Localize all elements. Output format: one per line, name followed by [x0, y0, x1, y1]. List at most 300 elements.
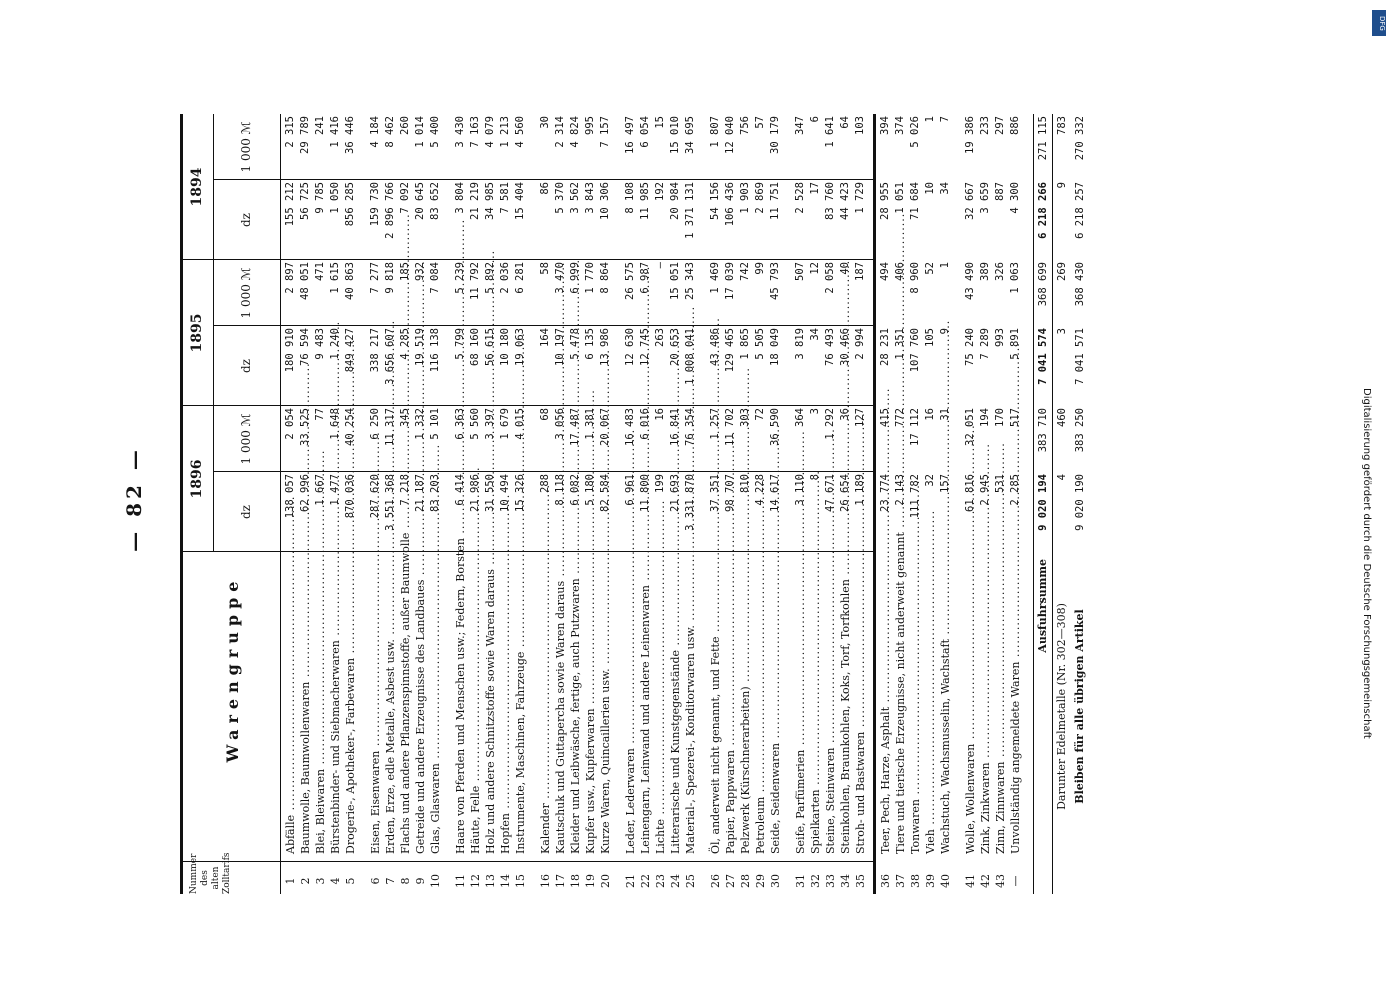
table-row [768, 114, 783, 894]
value-cell: 99 [754, 262, 766, 275]
table-row [738, 114, 753, 894]
value-cell: 1 050 [329, 182, 341, 214]
value-cell: 21 986 [469, 474, 481, 512]
value-cell: 9 483 [314, 328, 326, 360]
tariff-number: 15 [514, 874, 527, 888]
value-cell: 2 285 [1009, 474, 1021, 506]
value-cell: — [654, 262, 666, 269]
table-row [413, 114, 428, 894]
value-cell: 494 [879, 262, 891, 281]
value-cell: 107 760 [909, 328, 921, 373]
value-cell: 7 277 [369, 262, 381, 294]
value-cell: 3 470 [554, 262, 566, 294]
export-table [180, 114, 1086, 894]
goods-group-label: Öl, anderweit nicht genannt, und Fette ..... [708, 559, 723, 854]
value-cell: 531 [994, 474, 1006, 493]
tariff-number: 13 [484, 874, 497, 888]
tariff-number: 34 [839, 874, 852, 888]
total-value-cell: 368 430 [1074, 262, 1086, 307]
row-group [793, 114, 868, 894]
value-cell: 6 281 [514, 262, 526, 294]
table-row [328, 114, 343, 894]
value-cell: 16 [924, 408, 936, 421]
total-value-cell: 383 250 [1074, 408, 1086, 453]
value-cell: 507 [794, 262, 806, 281]
value-cell: 127 [854, 408, 866, 427]
tariff-number: 16 [539, 874, 552, 888]
value-cell: 7 289 [979, 328, 991, 360]
table-row [638, 114, 653, 894]
value-cell: 15 010 [669, 116, 681, 154]
value-cell: 345 [399, 408, 411, 427]
value-cell: 40 254 [344, 408, 356, 446]
value-cell: 3 331 870 [684, 474, 696, 531]
value-cell: 3 819 [794, 328, 806, 360]
row-group [453, 114, 528, 894]
value-cell: 48 051 [299, 262, 311, 300]
value-cell: 15 [654, 116, 666, 129]
goods-group-label: Petroleum ..... [753, 559, 768, 854]
value-cell: 12 040 [724, 116, 736, 154]
value-cell: 16 [654, 408, 666, 421]
tariff-number: 24 [669, 874, 682, 888]
value-cell: 21 219 [469, 182, 481, 220]
value-cell: 1 770 [584, 262, 596, 294]
goods-group-label: Holz und andere Schnitzstoffe sowie Waren daraus ..... [483, 559, 498, 854]
table-row [283, 114, 298, 894]
total-value-cell: 460 [1056, 408, 1068, 427]
goods-group-label: Getreide und andere Erzeugnisse des Landbaues ..... [413, 559, 428, 854]
total-row [1052, 114, 1071, 894]
value-cell: 157 [939, 474, 951, 493]
value-cell: 5 799 [454, 328, 466, 360]
value-cell: 2 314 [554, 116, 566, 148]
value-cell: 4 285 [399, 328, 411, 360]
value-cell: 20 984 [669, 182, 681, 220]
goods-group-label: Kalender ..... [538, 559, 553, 854]
value-cell: 56 615 [484, 328, 496, 366]
group-column-header: Warengruppe [223, 575, 242, 763]
value-cell: 10 197 [554, 328, 566, 366]
value-cell: 12 630 [624, 328, 636, 366]
goods-group-label: Erden, Erze, edle Metalle, Asbest usw. ..... [383, 559, 398, 854]
value-cell: 471 [314, 262, 326, 281]
value-cell: 19 519 [414, 328, 426, 366]
value-cell: 26 654 [839, 474, 851, 512]
value-cell: 98 707 [724, 474, 736, 512]
value-cell: 30 [539, 116, 551, 129]
value-cell: 3 056 [554, 408, 566, 440]
value-cell: 8 [809, 474, 821, 481]
value-cell: 83 760 [824, 182, 836, 220]
value-cell: 11 985 [639, 182, 651, 220]
value-cell: 1 213 [499, 116, 511, 148]
value-cell: 1 332 [414, 408, 426, 440]
value-cell: 5 505 [754, 328, 766, 360]
total-value-cell: 6 218 257 [1074, 182, 1086, 239]
value-cell: 5 400 [429, 116, 441, 148]
value-cell: 4 300 [1009, 182, 1021, 214]
value-cell: 17 [809, 182, 821, 195]
value-cell: 2 896 766 [384, 182, 396, 239]
year-header-1896: 1896 [189, 459, 205, 499]
table-row [853, 114, 868, 894]
value-cell: 194 [979, 408, 991, 427]
tariff-number: 23 [654, 874, 667, 888]
value-cell: 76 493 [824, 328, 836, 366]
value-cell: 32 [924, 474, 936, 487]
tariff-number: 40 [939, 874, 952, 888]
value-cell: 263 [654, 328, 666, 347]
tariff-number: 10 [429, 874, 442, 888]
value-cell: 43 490 [964, 262, 976, 300]
value-cell: 1 240 [329, 328, 341, 360]
value-cell: 5 239 [454, 262, 466, 294]
total-value-cell: 4 [1056, 474, 1068, 481]
value-cell: 16 841 [669, 408, 681, 446]
table-row [428, 114, 443, 894]
value-cell: 5 891 [1009, 328, 1021, 360]
goods-group-label: Drogerie-, Apotheker-, Farbewaren ..... [343, 559, 358, 854]
value-cell: 7 218 [399, 474, 411, 506]
table-row [553, 114, 568, 894]
tariff-number: 30 [769, 874, 782, 888]
tariff-number: 33 [824, 874, 837, 888]
value-cell: 415 [879, 408, 891, 427]
goods-group-label: Unvollständig angemeldete Waren ..... [1008, 559, 1023, 854]
value-cell: 1 807 [709, 116, 721, 148]
value-cell: 772 [894, 408, 906, 427]
value-cell: 19 063 [514, 328, 526, 366]
value-cell: 16 497 [624, 116, 636, 154]
value-cell: 75 240 [964, 328, 976, 366]
year-header-1895: 1895 [189, 313, 205, 353]
value-cell: 5 026 [909, 116, 921, 148]
total-value-cell: 270 332 [1074, 116, 1086, 161]
goods-group-label: Steinkohlen, Braunkohlen, Koks, Torf, Torfkohlen ..... [838, 559, 853, 854]
value-cell: 68 [539, 408, 551, 421]
value-cell: 1 641 [824, 116, 836, 148]
value-cell: 1 189 [854, 474, 866, 506]
tariff-number: 27 [724, 874, 737, 888]
value-cell: 6 961 [624, 474, 636, 506]
value-cell: 32 051 [964, 408, 976, 446]
value-cell: 19 386 [964, 116, 976, 154]
value-cell: 870 036 [344, 474, 356, 519]
value-cell: 7 084 [429, 262, 441, 294]
value-cell: 11 792 [469, 262, 481, 300]
total-value-cell: 7 041 574 [1037, 328, 1049, 385]
value-cell: 11 751 [769, 182, 781, 220]
goods-group-label: Vieh ..... [923, 559, 938, 854]
value-cell: 2 036 [499, 262, 511, 294]
value-cell: 9 785 [314, 182, 326, 214]
table-row [793, 114, 808, 894]
value-cell: 8 462 [384, 116, 396, 148]
tariff-number: 2 [299, 877, 312, 885]
goods-group-label: Zinn, Zinnwaren ..... [993, 559, 1008, 854]
value-cell: 3 551 368 [384, 474, 396, 531]
tariff-number: 7 [384, 877, 397, 885]
value-cell: 45 793 [769, 262, 781, 300]
value-cell: 64 [839, 116, 851, 129]
value-cell: 742 [739, 262, 751, 281]
goods-group-label: Instrumente, Maschinen, Fahrzeuge ..... [513, 559, 528, 854]
value-cell: 8 108 [624, 182, 636, 214]
value-cell: 5 560 [469, 408, 481, 440]
goods-group-label: Kurze Waren, Quincaillerien usw. ..... [598, 559, 613, 854]
unit-dz-1896: dz [239, 505, 253, 520]
tariff-number: 29 [754, 874, 767, 888]
goods-group-label: Haare von Pferden und Menschen usw.; Federn, Borsten ..... [453, 559, 468, 854]
row-group [708, 114, 783, 894]
value-cell: 5 892 [484, 262, 496, 294]
table-row [683, 114, 698, 894]
value-cell: 347 [794, 116, 806, 135]
value-cell: 58 [539, 262, 551, 275]
tariff-number: 5 [344, 877, 357, 885]
value-cell: 2 994 [854, 328, 866, 360]
table-row [808, 114, 823, 894]
value-cell: 54 156 [709, 182, 721, 220]
tariff-number: 37 [894, 874, 907, 888]
rotated-table-sheet [116, 104, 1276, 894]
tariff-number: 22 [639, 874, 652, 888]
tariff-number: 43 [994, 874, 1007, 888]
table-row [598, 114, 613, 894]
value-cell: 1 [939, 262, 951, 269]
value-cell: 241 [314, 116, 326, 135]
table-row [513, 114, 528, 894]
value-cell: 1 014 [414, 116, 426, 148]
value-cell: 9 [939, 328, 951, 335]
tariff-number: 32 [809, 874, 822, 888]
tariff-number: 38 [909, 874, 922, 888]
value-cell: 30 179 [769, 116, 781, 154]
value-cell: 288 [539, 474, 551, 493]
row-group [368, 114, 443, 894]
value-cell: 23 774 [879, 474, 891, 512]
table-row [923, 114, 938, 894]
goods-group-label: Seife, Parfümerien ..... [793, 559, 808, 854]
value-cell: 2 945 [979, 474, 991, 506]
value-cell: 6 135 [584, 328, 596, 360]
goods-group-label: Papier, Pappwaren ..... [723, 559, 738, 854]
page-header [116, 0, 156, 894]
value-cell: 111 782 [909, 474, 921, 519]
table-row [313, 114, 328, 894]
value-cell: 3 [809, 408, 821, 415]
value-cell: 105 [924, 328, 936, 347]
table-row [468, 114, 483, 894]
value-cell: 7 163 [469, 116, 481, 148]
value-cell: 86 [539, 182, 551, 195]
goods-group-label: Stroh- und Bastwaren ..... [853, 559, 868, 854]
value-cell: 7 581 [499, 182, 511, 214]
value-cell: 34 695 [684, 116, 696, 154]
value-cell: 40 863 [344, 262, 356, 300]
tariff-number: 20 [599, 874, 612, 888]
value-cell: 4 560 [514, 116, 526, 148]
value-cell: 28 955 [879, 182, 891, 220]
goods-group-label: Wolle, Wollenwaren ..... [963, 559, 978, 854]
value-cell: 1 477 [329, 474, 341, 506]
value-cell: 159 730 [369, 182, 381, 227]
goods-group-label: Litterarische und Kunstgegenstände ..... [668, 559, 683, 854]
value-cell: 1 371 131 [684, 182, 696, 239]
table-row [653, 114, 668, 894]
row-group [283, 114, 358, 894]
value-cell: 3 656 607 [384, 328, 396, 385]
goods-group-label: Tonwaren ..... [908, 559, 923, 854]
value-cell: 17 487 [569, 408, 581, 446]
table-row [723, 114, 738, 894]
table-row [1008, 114, 1023, 894]
tariff-number: 8 [399, 877, 412, 885]
value-cell: 756 [739, 116, 751, 135]
goods-group-label: Abfälle ..... [283, 559, 298, 854]
goods-group-label: Leinengarn, Leinwand und andere Leinenwaren ..... [638, 559, 653, 854]
goods-group-label: Zink, Zinkwaren ..... [978, 559, 993, 854]
total-value-cell: 9 [1056, 182, 1068, 189]
tariff-number: 1 [284, 877, 297, 885]
value-cell: 849 427 [344, 328, 356, 373]
table-row [498, 114, 513, 894]
tariff-number: 42 [979, 874, 992, 888]
value-cell: 517 [1009, 408, 1021, 427]
value-cell: 1 903 [739, 182, 751, 214]
value-cell: 31 550 [484, 474, 496, 512]
value-cell: 2 143 [894, 474, 906, 506]
value-cell: 82 584 [599, 474, 611, 512]
value-cell: 62 996 [299, 474, 311, 512]
goods-group-label: Kleider und Leibwäsche, fertige, auch Putzwaren ..... [568, 559, 583, 854]
value-cell: 187 [854, 262, 866, 281]
goods-group-label: Teer, Pech, Harze, Asphalt ..... [878, 559, 893, 854]
value-cell: 2 315 [284, 116, 296, 148]
value-cell: 10 494 [499, 474, 511, 512]
value-cell: 1 051 [894, 182, 906, 214]
row-group [963, 114, 1023, 894]
table-row [383, 114, 398, 894]
value-cell: 995 [584, 116, 596, 135]
value-cell: 34 [939, 182, 951, 195]
page-number: — 82 — [122, 446, 146, 552]
value-cell: 76 354 [684, 408, 696, 446]
tariff-number: 12 [469, 874, 482, 888]
unit-dz-1895: dz [239, 359, 253, 374]
value-cell: 1 667 [314, 474, 326, 506]
value-cell: 26 575 [624, 262, 636, 300]
goods-group-label: Baumwolle, Baumwollenwaren ..... [298, 559, 313, 854]
goods-group-label: Blei, Bleiwaren ..... [313, 559, 328, 854]
unit-value-1895: 1 000 ℳ [239, 267, 253, 319]
value-cell: 13 986 [599, 328, 611, 366]
value-cell: 6 [809, 116, 821, 123]
total-value-cell: 271 115 [1037, 116, 1049, 161]
value-cell: 1 865 [739, 328, 751, 360]
value-cell: 374 [894, 116, 906, 135]
goods-group-label: Häute, Felle ..... [468, 559, 483, 854]
value-cell: 6 414 [454, 474, 466, 506]
tariff-number: 9 [414, 877, 427, 885]
total-row [1033, 114, 1052, 894]
table-row [708, 114, 723, 894]
goods-group-label: Pelzwerk (Kürschnerarbeiten) ..... [738, 559, 753, 854]
value-cell: 185 [399, 262, 411, 281]
total-value-cell: 269 [1056, 262, 1068, 281]
value-cell: 17 039 [724, 262, 736, 300]
goods-group-label: Eisen, Eisenwaren ..... [368, 559, 383, 854]
goods-group-label: Seide, Seidenwaren ..... [768, 559, 783, 854]
value-cell: 4 079 [484, 116, 496, 148]
value-cell: 7 157 [599, 116, 611, 148]
value-cell: 36 446 [344, 116, 356, 154]
value-cell: 4 824 [569, 116, 581, 148]
value-cell: 77 [314, 408, 326, 421]
value-cell: 11 702 [724, 408, 736, 446]
table-row [483, 114, 498, 894]
value-cell: 138 057 [284, 474, 296, 519]
value-cell: 20 067 [599, 408, 611, 446]
row-group [878, 114, 953, 894]
value-cell: 5 180 [584, 474, 596, 506]
digitization-credit: Digitalisierung gefördert durch die Deutsche Forschungsgemeinschaft [1361, 388, 1372, 739]
value-cell: 180 910 [284, 328, 296, 373]
value-cell: 192 [654, 182, 666, 201]
value-cell: 29 789 [299, 116, 311, 154]
table-row [623, 114, 638, 894]
value-cell: 8 118 [554, 474, 566, 506]
tariff-number: 36 [879, 874, 892, 888]
value-cell: 34 [809, 328, 821, 341]
value-cell: 326 [994, 262, 1006, 281]
value-cell: 1 381 [584, 408, 596, 440]
table-row [938, 114, 953, 894]
value-cell: 37 351 [709, 474, 721, 512]
value-cell: 61 816 [964, 474, 976, 512]
table-row [398, 114, 413, 894]
total-value-cell: 7 041 571 [1074, 328, 1086, 385]
value-cell: 106 436 [724, 182, 736, 227]
value-cell: 1 615 [329, 262, 341, 294]
goods-group-label: Kupfer usw., Kupferwaren ..... [583, 559, 598, 854]
value-cell: 10 180 [499, 328, 511, 366]
value-cell: 7 [939, 116, 951, 123]
value-cell: 52 [924, 262, 936, 275]
value-cell: 3 110 [794, 474, 806, 506]
goods-group-label: Kautschuk und Guttapercha sowie Waren daraus ..... [553, 559, 568, 854]
value-cell: 44 423 [839, 182, 851, 220]
value-cell: 287 620 [369, 474, 381, 519]
value-cell: 233 [979, 116, 991, 135]
value-cell: 31 [939, 408, 951, 421]
value-cell: 25 343 [684, 262, 696, 300]
value-cell: 5 101 [429, 408, 441, 440]
tariff-number: 25 [684, 874, 697, 888]
unit-value-1896: 1 000 ℳ [239, 413, 253, 465]
unit-value-1894: 1 000 ℳ [239, 121, 253, 173]
table-row [568, 114, 583, 894]
table-row [993, 114, 1008, 894]
total-value-cell: 383 710 [1037, 408, 1049, 453]
value-cell: 199 [654, 474, 666, 493]
value-cell: 76 594 [299, 328, 311, 366]
goods-group-label: Lichte ..... [653, 559, 668, 854]
value-cell: 9 818 [384, 262, 396, 294]
total-label: Bleiben für alle übrigen Artikel [1073, 609, 1086, 804]
value-cell: 20 653 [669, 328, 681, 366]
